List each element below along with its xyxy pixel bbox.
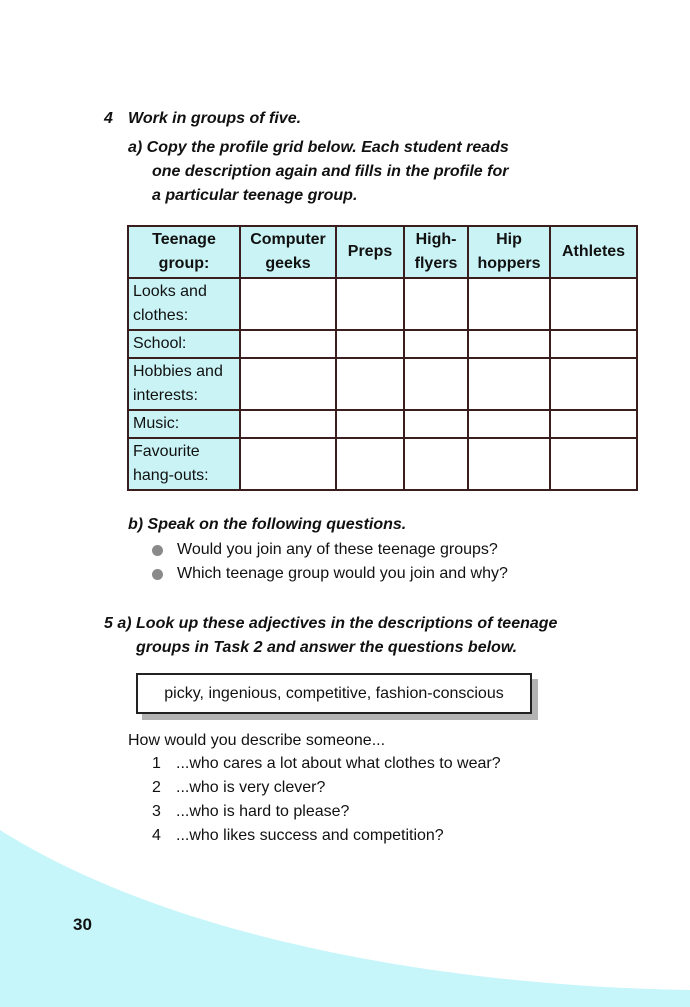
row-label-line: Favourite	[133, 443, 200, 460]
list-item	[152, 538, 508, 562]
grid-cell	[550, 438, 637, 490]
header-line: flyers	[414, 255, 458, 272]
task5-heading	[104, 612, 624, 660]
grid-row-school	[128, 330, 637, 358]
task4a-line: one description again and fills in the profile for	[152, 163, 509, 180]
task4b-title: b) Speak on the following questions.	[128, 516, 407, 533]
grid-cell	[550, 410, 637, 438]
item-text: ...who likes success and competition?	[176, 827, 444, 844]
task5-prompt: How would you describe someone...	[128, 732, 386, 749]
question-text: Would you join any of these teenage groups?	[177, 541, 498, 558]
bullet-icon	[152, 569, 163, 580]
header-teenage-group	[128, 226, 240, 278]
grid-cell	[240, 410, 336, 438]
header-line: group:	[158, 255, 210, 272]
header-athletes	[550, 226, 637, 278]
header-line: High-	[415, 231, 457, 248]
list-item	[152, 776, 501, 800]
grid-cell	[404, 438, 468, 490]
header-high-flyers	[404, 226, 468, 278]
grid-cell	[404, 410, 468, 438]
grid-cell	[336, 438, 404, 490]
item-text: ...who is hard to please?	[176, 803, 350, 820]
item-number: 4	[152, 827, 161, 844]
task4-title: Work in groups of five.	[128, 110, 302, 127]
row-label-line: hang-outs:	[133, 467, 209, 484]
profile-grid	[127, 225, 638, 491]
item-text: ...who is very clever?	[176, 779, 326, 796]
header-line: Hip	[496, 231, 522, 248]
task4a-line: a particular teenage group.	[152, 187, 358, 204]
row-label-line: Music:	[133, 415, 180, 432]
grid-header-row	[128, 226, 637, 278]
row-label-hobbies	[128, 358, 240, 410]
bullet-icon	[152, 545, 163, 556]
list-item	[152, 562, 508, 586]
grid-row-music	[128, 410, 637, 438]
grid-cell	[336, 358, 404, 410]
list-item	[152, 800, 501, 824]
header-line: Teenage	[152, 231, 216, 248]
row-label-looks	[128, 278, 240, 330]
grid-cell	[336, 410, 404, 438]
row-label-line: clothes:	[133, 307, 189, 324]
grid-cell	[336, 330, 404, 358]
question-text: Which teenage group would you join and why?	[177, 565, 508, 582]
item-text: ...who cares a lot about what clothes to wear?	[176, 755, 501, 772]
task4-number: 4	[104, 110, 113, 127]
header-line: geeks	[265, 255, 311, 272]
grid-cell	[550, 358, 637, 410]
grid-row-hangouts	[128, 438, 637, 490]
row-label-line: Looks and	[133, 283, 207, 300]
grid-cell	[240, 330, 336, 358]
grid-cell	[404, 278, 468, 330]
page-number: 30	[73, 915, 92, 934]
header-preps	[336, 226, 404, 278]
header-line: Preps	[347, 243, 393, 260]
grid-cell	[240, 278, 336, 330]
task5-question-list	[152, 752, 501, 848]
header-line: Athletes	[561, 243, 626, 260]
grid-cell	[336, 278, 404, 330]
grid-cell	[468, 278, 550, 330]
task4a-instructions	[128, 136, 578, 208]
row-label-line: interests:	[133, 387, 198, 404]
task4a-line: a) Copy the profile grid below. Each student reads	[128, 139, 509, 156]
grid-cell	[468, 358, 550, 410]
row-label-hangouts	[128, 438, 240, 490]
header-line: hoppers	[477, 255, 541, 272]
discussion-questions	[152, 538, 508, 586]
header-hip-hoppers	[468, 226, 550, 278]
grid-row-looks	[128, 278, 637, 330]
list-item	[152, 824, 501, 848]
grid-cell	[468, 438, 550, 490]
task4-heading	[104, 107, 301, 131]
grid-cell	[404, 358, 468, 410]
grid-cell	[550, 330, 637, 358]
task5-line: groups in Task 2 and answer the questions below.	[136, 639, 518, 656]
item-number: 1	[152, 755, 161, 772]
grid-cell	[550, 278, 637, 330]
word-box-text: picky, ingenious, competitive, fashion-conscious	[164, 684, 504, 702]
item-number: 2	[152, 779, 161, 796]
row-label-line: School:	[133, 335, 187, 352]
grid-row-hobbies	[128, 358, 637, 410]
header-computer-geeks	[240, 226, 336, 278]
grid-cell	[468, 330, 550, 358]
row-label-line: Hobbies and	[133, 363, 223, 380]
adjective-word-box	[136, 673, 532, 714]
item-number: 3	[152, 803, 161, 820]
grid-cell	[404, 330, 468, 358]
grid-cell	[240, 438, 336, 490]
row-label-music	[128, 410, 240, 438]
row-label-school	[128, 330, 240, 358]
grid-cell	[468, 410, 550, 438]
list-item	[152, 752, 501, 776]
task5-line: 5 a) Look up these adjectives in the descriptions of teenage	[104, 615, 558, 632]
header-line: Computer	[250, 231, 326, 248]
grid-cell	[240, 358, 336, 410]
